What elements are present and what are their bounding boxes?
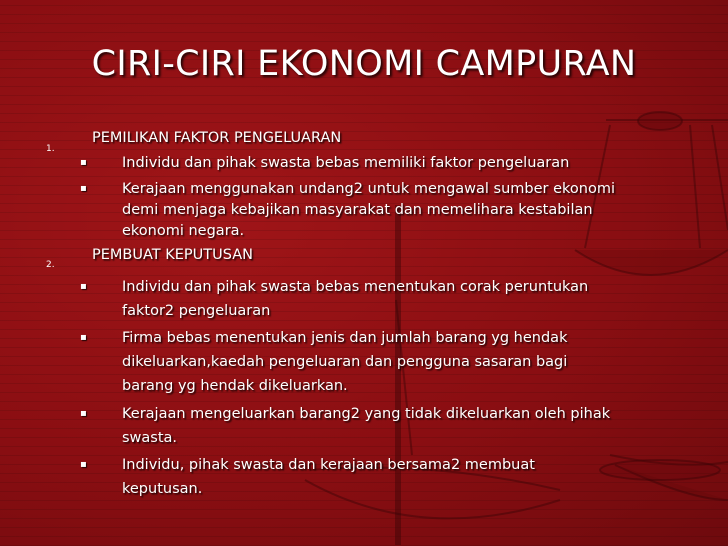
section-2-item-1: Individu dan pihak swasta bebas menentukan corak peruntukan faktor2 pengeluaran — [122, 279, 589, 319]
section-2-label: PEMBUAT KEPUTUSAN — [92, 247, 253, 263]
bullet-icon: ▪ — [80, 281, 87, 292]
section-2-item-3: Kerajaan mengeluarkan barang2 yang tidak dikeluarkan oleh pihak swasta. — [122, 406, 611, 446]
section-1-item-1: Individu dan pihak swasta bebas memiliki faktor pengeluaran — [122, 155, 570, 171]
bullet-icon: ▪ — [80, 183, 87, 194]
bullet-icon: ▪ — [80, 332, 87, 343]
section-1-label: PEMILIKAN FAKTOR PENGELUARAN — [92, 130, 342, 146]
slide-title: CIRI-CIRI EKONOMI CAMPURAN — [91, 44, 637, 84]
bullet-icon: ▪ — [80, 157, 87, 168]
section-1-number: 1. — [46, 144, 55, 154]
bullet-icon: ▪ — [80, 408, 87, 419]
section-2-item-2: Firma bebas menentukan jenis dan jumlah barang yg hendak dikeluarkan,kaedah pengeluaran dan pengguna sasaran bagi barang yg hendak dikeluarkan. — [122, 330, 568, 394]
section-2-item-4: Individu, pihak swasta dan kerajaan bersama2 membuat keputusan. — [122, 457, 535, 497]
bullet-icon: ▪ — [80, 459, 87, 470]
section-2-number: 2. — [46, 260, 55, 270]
section-1-item-2: Kerajaan menggunakan undang2 untuk mengawal sumber ekonomi demi menjaga kebajikan masyarakat dan memelihara kestabilan ekonomi negara. — [122, 181, 616, 239]
